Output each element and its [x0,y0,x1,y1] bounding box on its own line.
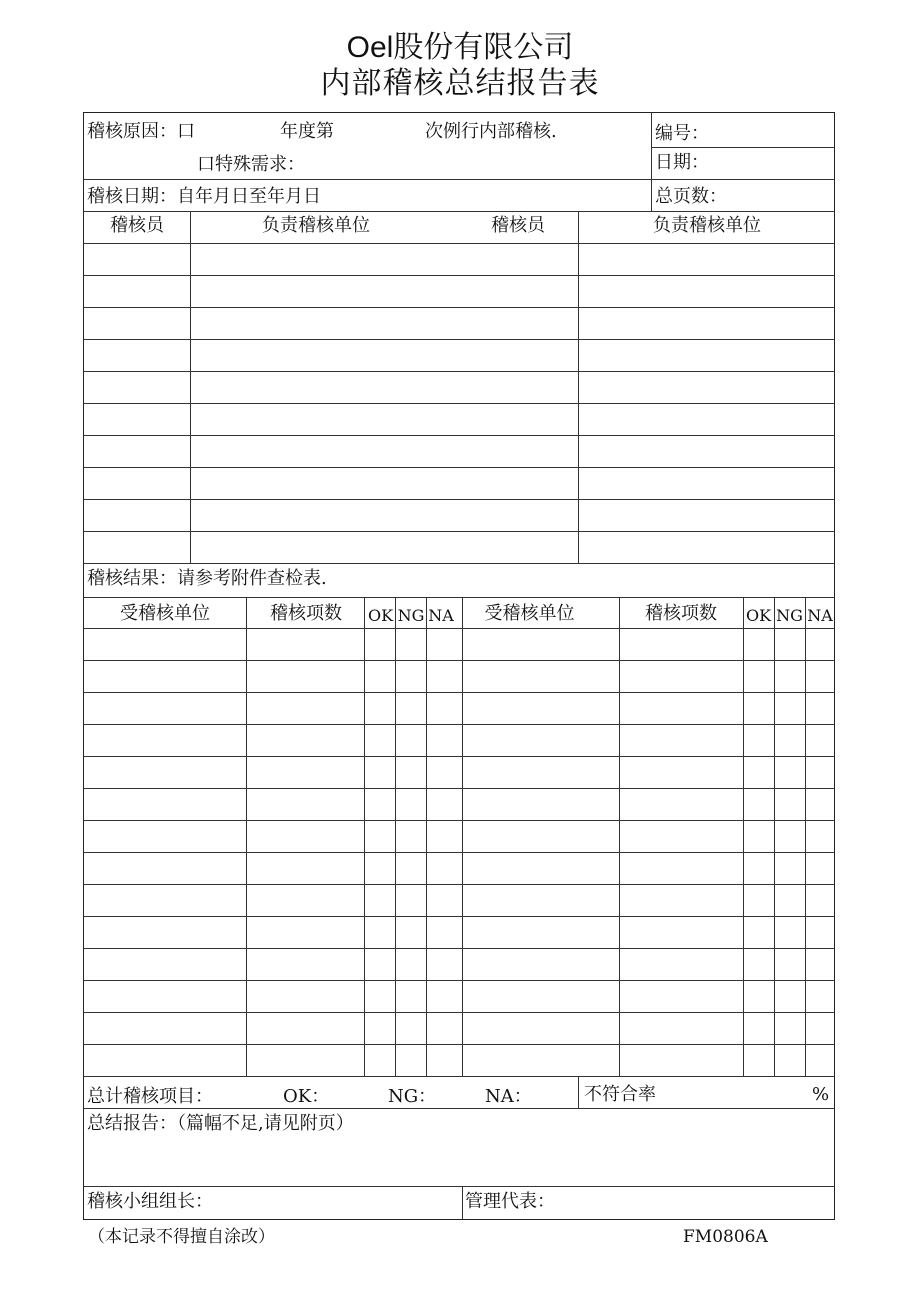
result-row-line [83,1044,835,1045]
year-label: 年度第 [280,121,334,142]
result-row-line [83,788,835,789]
auditor-row-line [83,499,835,500]
audited-unit-header-1: 受稽核单位 [120,603,210,624]
auditor-row-line [83,435,835,436]
summary-report-label: 总结报告：（篇幅不足,请见附页） [87,1113,354,1134]
result-row-line [83,1076,835,1077]
result-row-line [83,980,835,981]
routine-audit-label: 次例行内部稽核. [425,121,557,142]
unit-header-2: 负责稽核单位 [653,215,761,236]
auditor-row-line [83,275,835,276]
auditor-table-top [83,211,835,212]
auditor-row-line [83,403,835,404]
result-row-line [83,1012,835,1013]
company-name: Oel [346,31,394,64]
total-ok-label: OK： [283,1086,330,1107]
header-right-column [651,112,652,211]
result-row-line [83,692,835,693]
auditor-column-line [578,211,579,563]
form-frame [83,112,835,1220]
totals-divider [578,1076,579,1108]
form-number: FM0806A [683,1227,768,1247]
result-column-line [805,597,806,1076]
result-table-top [83,597,835,598]
result-row-line [83,628,835,629]
na-header-2: NA [807,606,833,625]
audited-unit-header-2: 受稽核单位 [484,603,575,624]
result-column-line [364,597,365,1076]
nonconformity-rate-label: 不符合率 [584,1084,656,1105]
total-items-label: 总计稽核项目： [87,1086,213,1107]
auditor-row-line [83,339,835,340]
result-column-line [462,597,463,1076]
result-row-line [83,948,835,949]
result-column-line [426,597,427,1076]
result-row-line [83,884,835,885]
ok-header-2: OK [745,606,772,625]
number-label: 编号： [655,123,709,144]
result-row-line [83,756,835,757]
result-column-line [743,597,744,1076]
auditor-header-2: 稽核员 [491,215,545,236]
auditor-row-line [83,371,835,372]
form-title: 内部稽核总结报告表 [320,66,600,101]
auditor-row-line [83,531,835,532]
item-count-header-1: 稽核项数 [270,603,342,624]
total-na-label: NA： [485,1086,532,1107]
na-header-1: NA [428,606,454,625]
result-column-line [246,597,247,1076]
company-suffix: 股份有限公司 [393,30,574,65]
auditor-row-line [83,467,835,468]
auditor-row-line [83,307,835,308]
auditor-header-1: 稽核员 [110,215,164,236]
management-rep-label: 管理代表： [465,1191,555,1212]
special-need-label: 口特殊需求： [197,154,305,175]
auditor-column-line [190,211,191,563]
audit-date-label: 稽核日期：自年月日至年月日 [87,186,321,207]
result-row-line [83,660,835,661]
number-date-divider [651,147,835,148]
auditor-row-line [83,563,835,564]
totals-bottom [83,1108,835,1109]
percent-sign: % [812,1084,830,1105]
ng-header-2: NG [776,606,803,625]
company-title [0,30,920,66]
result-row-line [83,820,835,821]
reason-label: 稽核原因：口 [87,121,195,142]
result-column-line [619,597,620,1076]
result-row-line [83,916,835,917]
auditor-row-line [83,243,835,244]
ng-header-1: NG [397,606,425,625]
date-label: 日期： [655,152,709,173]
header-divider [83,179,835,180]
result-row-line [83,852,835,853]
audit-result-label: 稽核结果：请参考附件查检表. [87,568,327,589]
item-count-header-2: 稽核项数 [645,603,717,624]
result-column-line [395,597,396,1076]
result-column-line [774,597,775,1076]
total-pages-label: 总页数： [655,186,727,207]
summary-bottom [83,1186,835,1187]
no-alteration-note: （本记录不得擅自涂改） [88,1227,275,1247]
team-leader-label: 稽核小组组长： [87,1191,213,1212]
total-ng-label: NG： [388,1086,437,1107]
result-row-line [83,724,835,725]
ok-header-1: OK [367,606,394,625]
signature-divider [462,1186,463,1219]
unit-header-1: 负责稽核单位 [262,215,370,236]
